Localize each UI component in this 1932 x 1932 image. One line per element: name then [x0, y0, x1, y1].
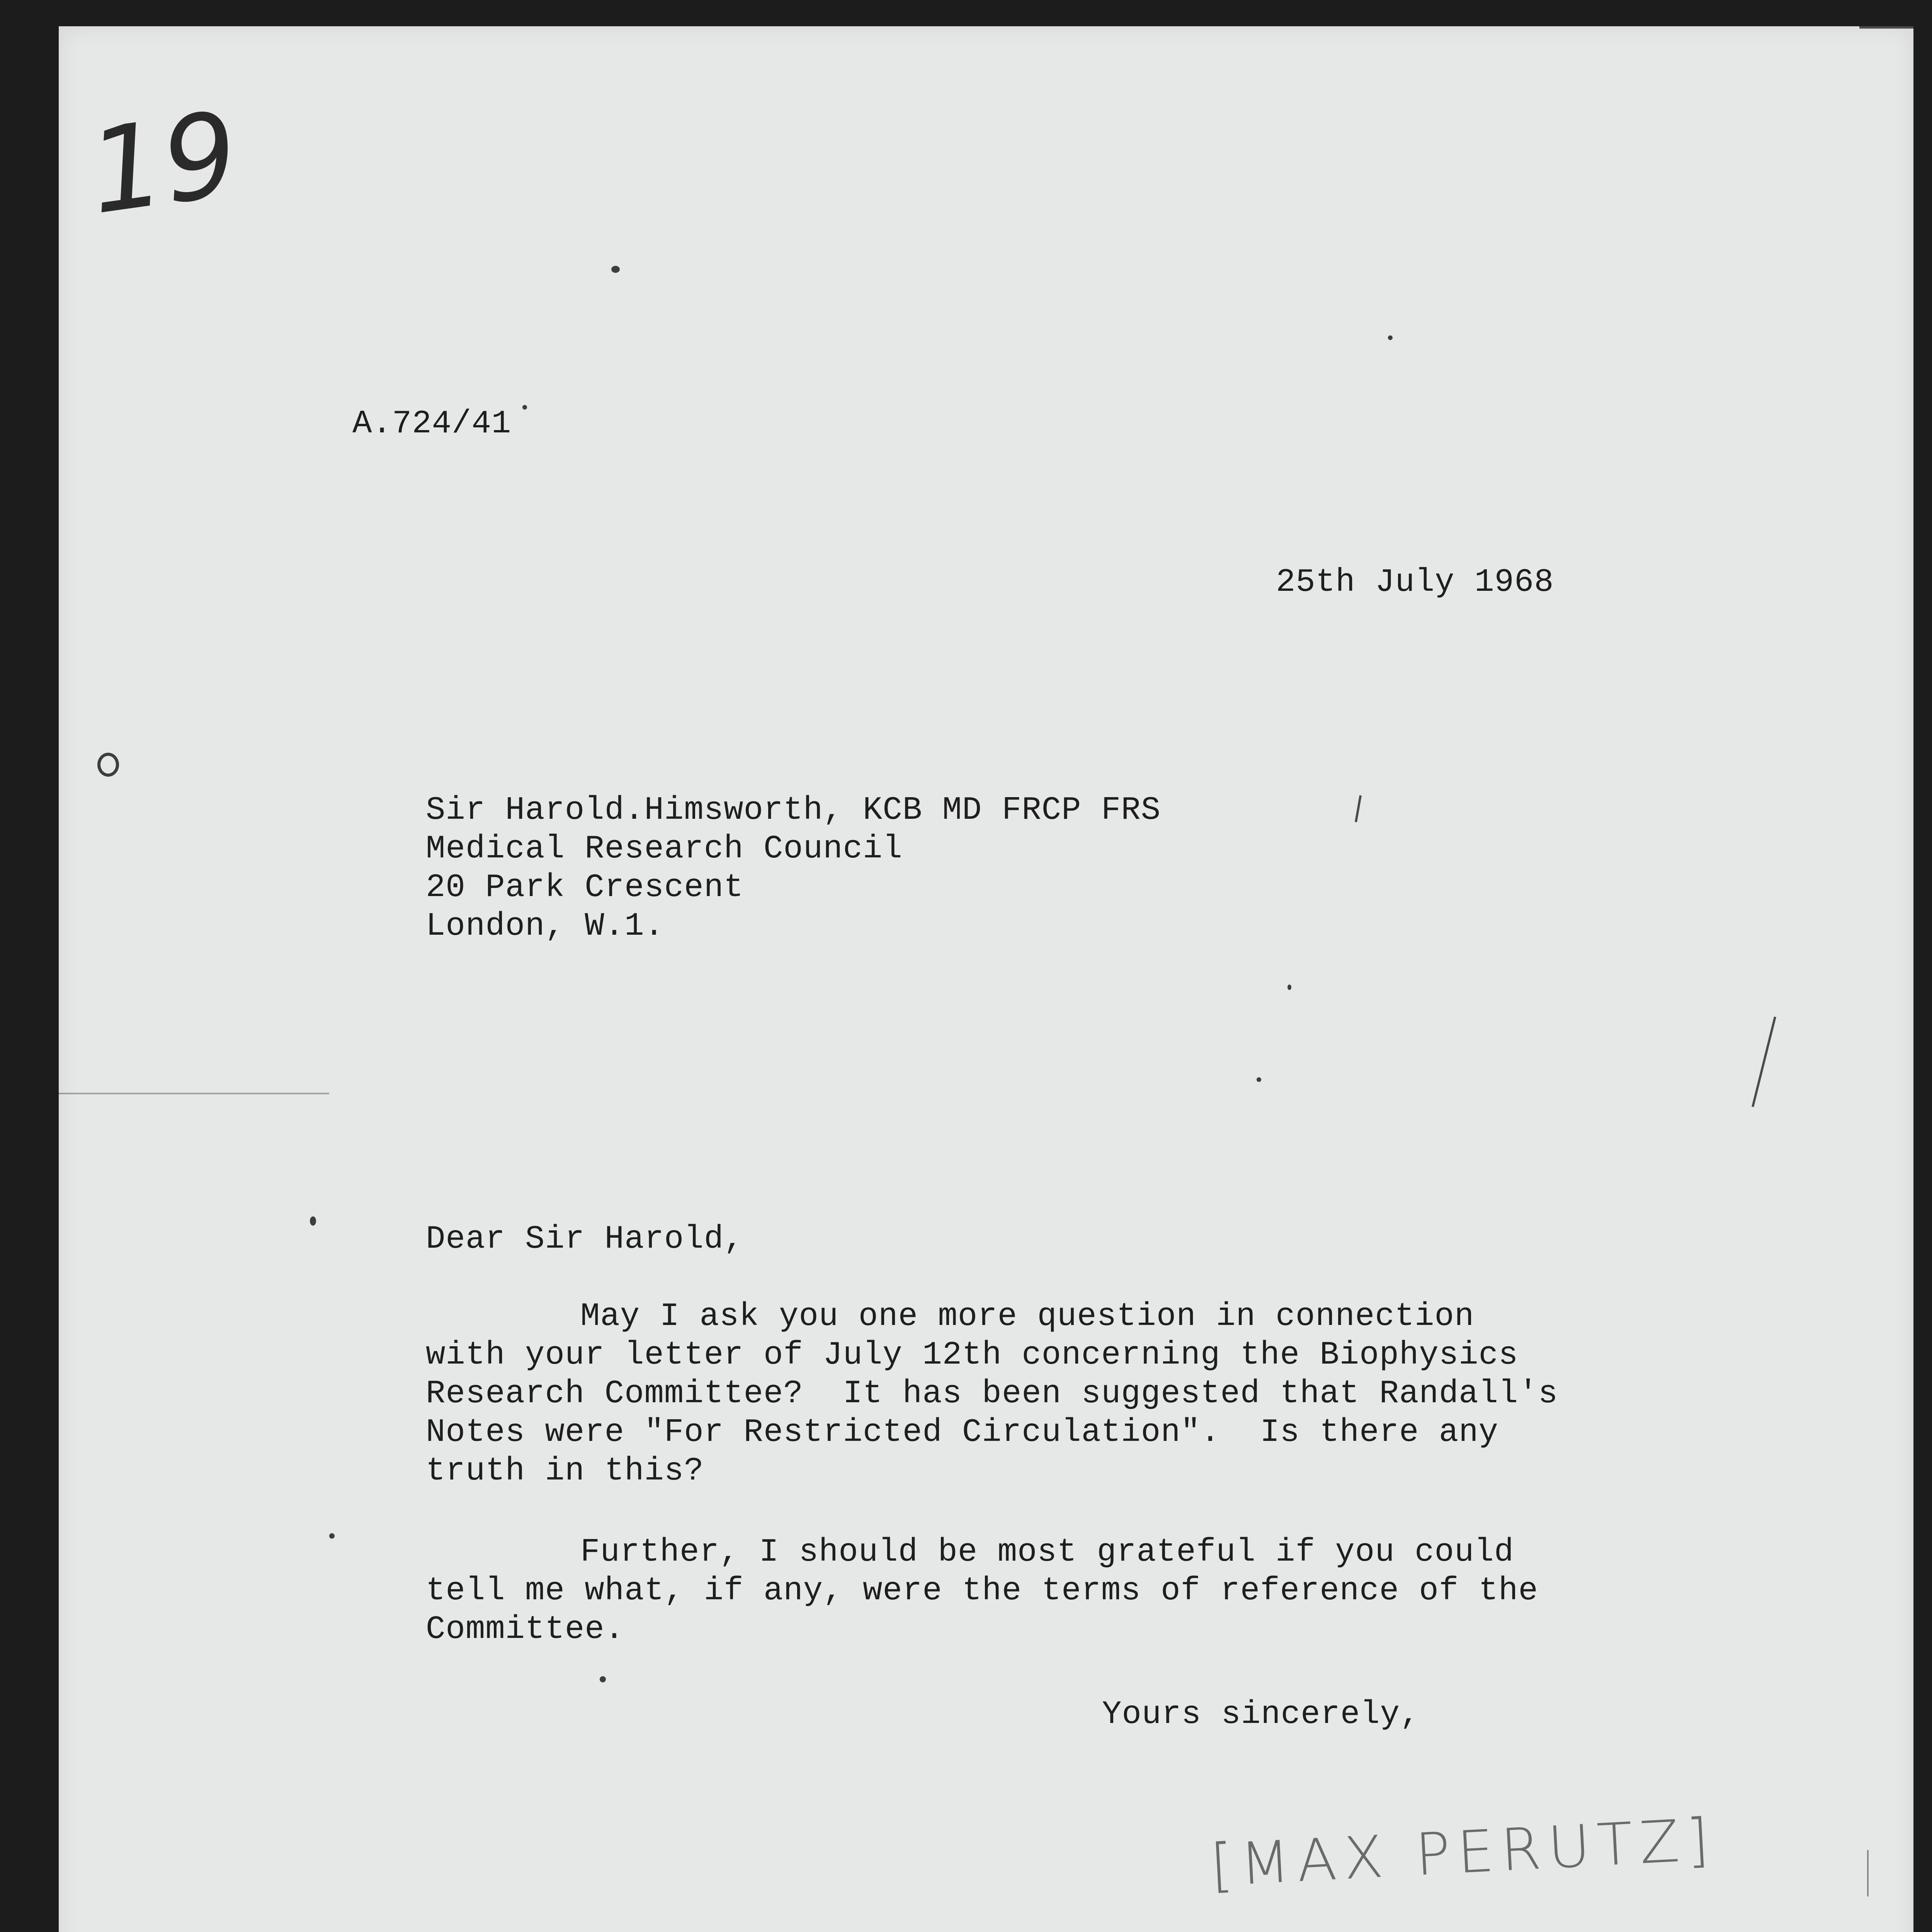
letter-page — [59, 26, 1913, 1932]
scan-speck — [97, 753, 119, 777]
body-line: tell me what, if any, were the terms of reference of the — [426, 1573, 1538, 1609]
scan-speck — [611, 266, 620, 273]
letter-date: 25th July 1968 — [1276, 564, 1554, 601]
body-line: Further, I should be most grateful if you could — [580, 1534, 1514, 1571]
body-line: Research Committee? It has been suggested that Randall's — [426, 1376, 1558, 1412]
scan-speck — [1388, 335, 1393, 340]
scan-line — [1867, 1850, 1869, 1896]
body-line: Committee. — [426, 1611, 625, 1648]
recipient-line: Sir Harold.Himsworth, KCB MD FRCP FRS — [426, 792, 1161, 829]
closing: Yours sincerely, — [1102, 1696, 1420, 1733]
body-line: with your letter of July 12th concerning the Biophysics — [426, 1337, 1519, 1374]
recipient-line: London, W.1. — [426, 908, 664, 945]
scan-speck — [522, 405, 527, 410]
scan-line — [59, 1093, 329, 1094]
scan-line — [1859, 26, 1913, 29]
scan-line — [1355, 795, 1362, 822]
scan-speck — [600, 1676, 606, 1682]
scan-speck — [310, 1216, 316, 1226]
reference-number: A.724/41 — [352, 406, 512, 442]
signature-note-handwritten: [MAX PERUTZ] — [1209, 1806, 1718, 1900]
recipient-line: Medical Research Council — [426, 831, 903, 867]
scan-line — [1752, 1017, 1776, 1107]
scan-speck — [329, 1533, 335, 1539]
recipient-line: 20 Park Crescent — [426, 869, 744, 906]
scan-speck — [1257, 1077, 1261, 1082]
body-line: Notes were "For Restricted Circulation". Is there any — [426, 1414, 1499, 1451]
scan-speck — [1287, 985, 1291, 990]
body-line: truth in this? — [426, 1453, 704, 1490]
page-mark-handwritten: 19 — [81, 86, 246, 240]
body-line: May I ask you one more question in connection — [580, 1298, 1475, 1335]
salutation: Dear Sir Harold, — [426, 1221, 744, 1258]
